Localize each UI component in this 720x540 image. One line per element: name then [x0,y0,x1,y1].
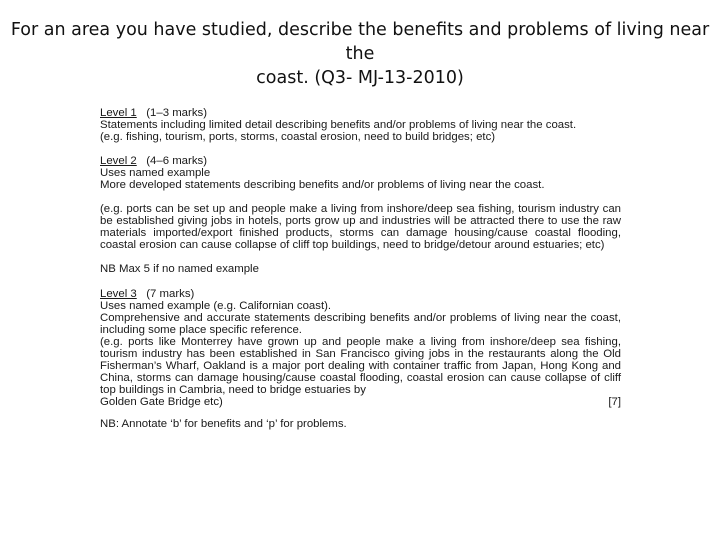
level-1-label: Level 1 [100,107,137,119]
level-2-heading [100,155,621,167]
mark-scheme [100,107,621,430]
level-3-last-line [100,396,621,408]
level-2-note: NB Max 5 if no named example [100,263,259,276]
level-3-example: (e.g. ports like Monterrey have grown up and people make a living from inshore/deep sea fishing, tourism industry has been established in San Francisco giving jobs in the restaurants along the Old Fisherman’s Wharf, Oakland is a major port dealing with container traffic from Japan, Hong Kong and China, storms can damage housing/cause coastal flooding, coastal erosion can cause collapse of cliff top buildings in Cambria, need to bridge estuaries by [100,335,621,396]
annotation-footnote: NB: Annotate ‘b’ for benefits and ‘p’ for problems. [100,417,347,430]
level-3-total-marks: [7] [608,395,621,408]
title-line-1: For an area you have studied, describe the benefits and problems of living near the [10,20,710,64]
level-2-named-example: Uses named example [100,167,211,180]
level-2-marks: (4–6 marks) [146,155,207,168]
level-3-marks: (7 marks) [146,287,195,300]
level-3-example-end: Golden Gate Bridge etc) [100,395,223,408]
level-1-heading [100,107,621,119]
level-2-statement: More developed statements describing benefits and/or problems of living near the coast. [100,179,545,192]
level-1-example: (e.g. fishing, tourism, ports, storms, coastal erosion, need to build bridges; etc) [100,131,496,144]
level-3-named-example: Uses named example (e.g. Californian coast). [100,299,332,312]
level-3-statement: Comprehensive and accurate statements describing benefits and/or problems of living near the coast, including some place specific reference. [100,311,621,336]
slide-title [10,18,710,90]
level-3-heading [100,288,621,300]
level-1-marks: (1–3 marks) [146,107,207,119]
level-1-statement: Statements including limited detail describing benefits and/or problems of living near the coast. [100,119,577,132]
level-3-label: Level 3 [100,287,137,300]
title-line-2: coast. (Q3- MJ-13-2010) [256,68,464,88]
level-2-example: (e.g. ports can be set up and people make a living from inshore/deep sea fishing, tourism industry can be established giving jobs in hotels, ports grow up and industries will be attracted there to use the raw materials imported/export finished products, storms can damage housing/cause coastal flooding, coastal erosion can cause collapse of cliff top buildings, need to bridge/detour around estuaries; etc) [100,203,621,252]
level-2-label: Level 2 [100,155,137,168]
